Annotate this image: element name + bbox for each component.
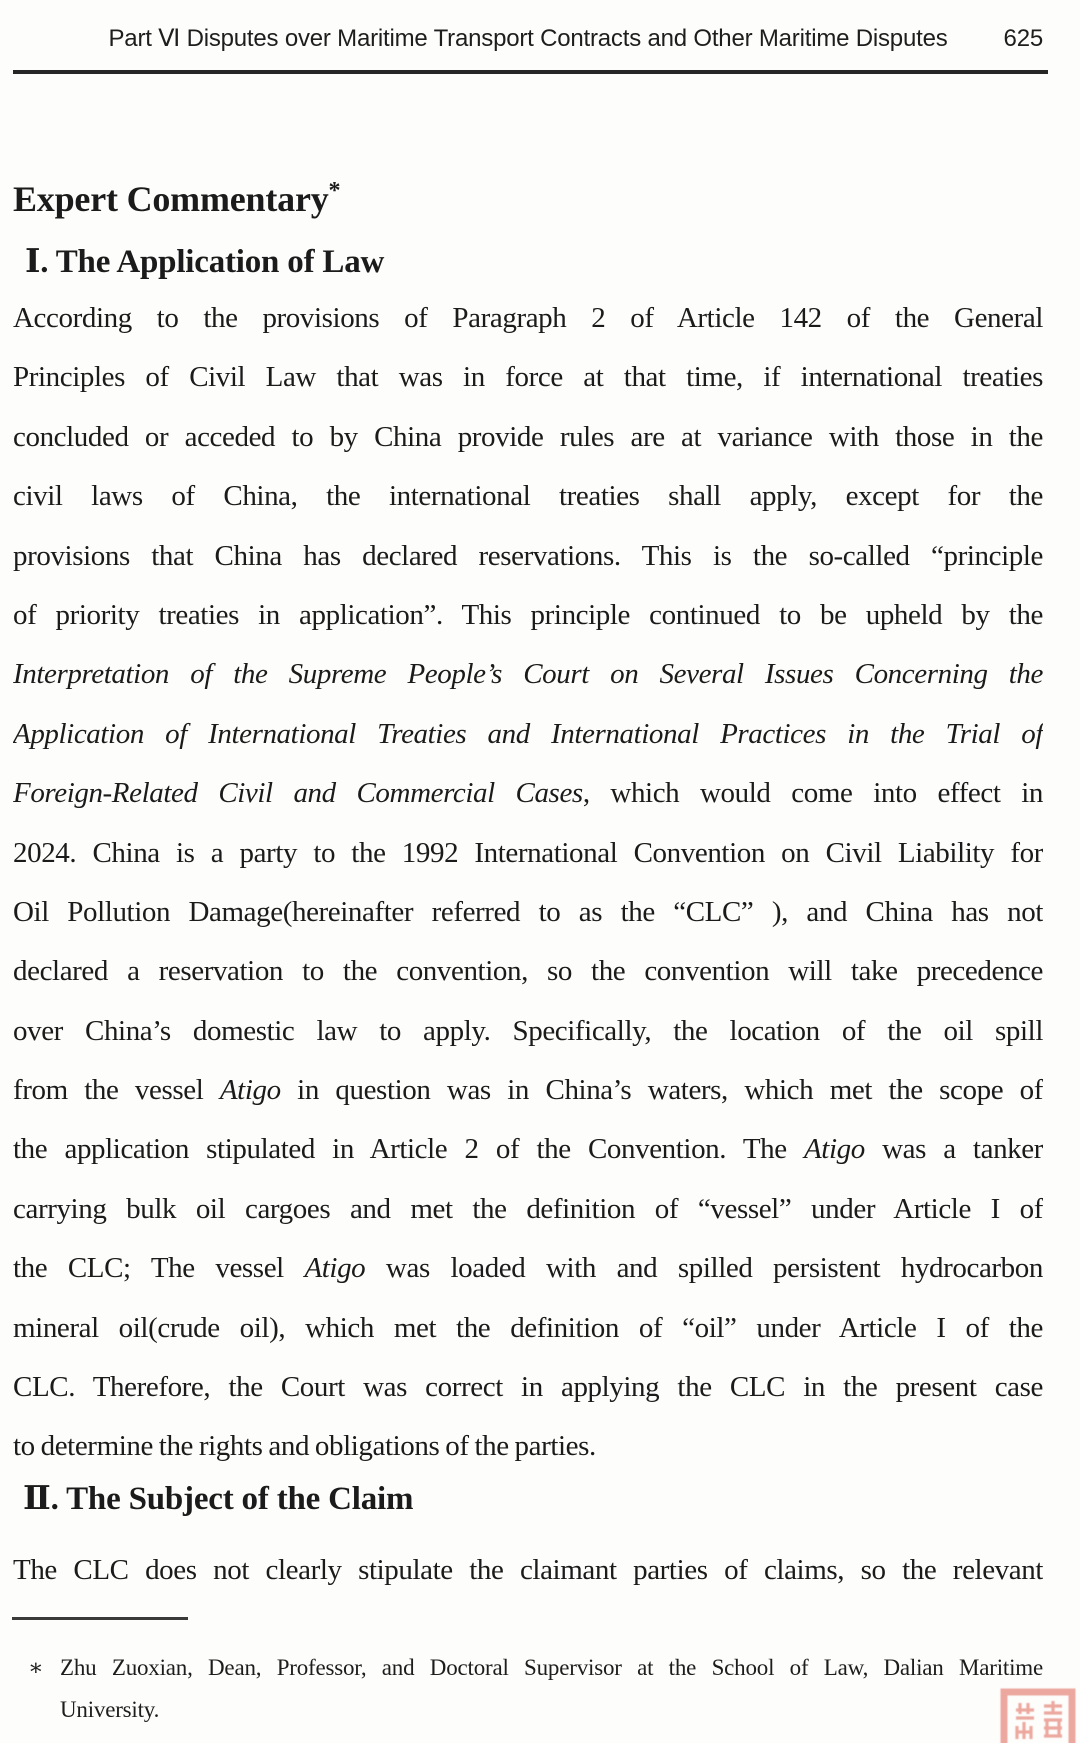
footnote-marker: ∗ <box>28 1655 44 1680</box>
italic-text-run: Interpretation of the Supreme People’s Court on Several Issues Concerning the <box>13 658 1043 691</box>
text-line <box>13 348 1043 407</box>
text-run: the application stipulated in Article 2 of the Convention. The <box>13 1133 804 1166</box>
text-line <box>13 408 1043 467</box>
text-line <box>13 824 1043 883</box>
text-run: , which would come into effect in <box>582 777 1043 810</box>
paragraph-1 <box>13 289 1043 1477</box>
text-line <box>13 764 1043 823</box>
footnote <box>13 1647 1043 1731</box>
italic-text-run: Atigo <box>304 1252 366 1285</box>
red-seal-watermark-icon <box>1000 1688 1076 1743</box>
text-line <box>60 1647 1043 1689</box>
text-line <box>13 586 1043 645</box>
section-heading-2: Ⅱ. The Subject of the Claim <box>23 1481 414 1517</box>
text-line <box>13 705 1043 764</box>
text-run: declared a reservation to the convention, so the convention will take precedence <box>13 955 1043 988</box>
article-title-text: Expert Commentary <box>13 179 329 219</box>
italic-text-run: Atigo <box>803 1133 865 1166</box>
text-run: was a tanker <box>864 1133 1043 1166</box>
page-number: 625 <box>1003 25 1043 52</box>
text-run: to determine the rights and obligations of the parties. <box>13 1430 596 1463</box>
text-run: of priority treaties in application”. This principle continued to be upheld by the <box>13 598 1043 631</box>
italic-text-run: Atigo <box>219 1074 281 1107</box>
footnote-text <box>60 1647 1043 1731</box>
text-line <box>13 1180 1043 1239</box>
text-line <box>13 527 1043 586</box>
text-run: CLC. Therefore, the Court was correct in applying the CLC in the present case <box>13 1371 1043 1404</box>
text-run: Principles of Civil Law that was in force at that time, if international treaties <box>13 361 1043 394</box>
text-line <box>13 1541 1043 1600</box>
running-header-title: Part Ⅵ Disputes over Maritime Transport Contracts and Other Maritime Disputes <box>108 25 948 52</box>
text-run: mineral oil(crude oil), which met the definition of “oil” under Article I of the <box>13 1311 1043 1344</box>
text-run: carrying bulk oil cargoes and met the definition of “vessel” under Article I of <box>13 1192 1043 1225</box>
text-line <box>13 1002 1043 1061</box>
text-run: According to the provisions of Paragraph 2 of Article 142 of the General <box>13 302 1043 334</box>
text-line <box>13 1417 1043 1476</box>
text-line <box>60 1689 1043 1731</box>
paragraph-2 <box>13 1541 1043 1600</box>
section-heading-1: Ⅰ. The Application of Law <box>25 244 385 280</box>
text-run: was loaded with and spilled persistent hydrocarbon <box>365 1252 1043 1285</box>
text-run: concluded or acceded to by China provide rules are at variance with those in the <box>13 420 1043 453</box>
text-run: from the vessel <box>13 1074 220 1107</box>
running-header <box>13 24 1043 54</box>
text-run: The CLC does not clearly stipulate the claimant parties of claims, so the relevant <box>13 1554 1043 1586</box>
text-line <box>13 1120 1043 1179</box>
text-run: Zhu Zuoxian, Dean, Professor, and Doctoral Supervisor at the School of Law, Dalian Maritime <box>60 1655 1043 1680</box>
article-title <box>13 174 1043 224</box>
text-line <box>13 883 1043 942</box>
text-run: 2024. China is a party to the 1992 International Convention on Civil Liability for <box>13 836 1043 869</box>
header-rule <box>13 70 1048 74</box>
text-line <box>13 1239 1043 1298</box>
text-run: the CLC; The vessel <box>13 1252 305 1285</box>
text-line <box>13 1358 1043 1417</box>
italic-text-run: Foreign-Related Civil and Commercial Cases <box>13 777 583 810</box>
text-run: over China’s domestic law to apply. Specifically, the location of the oil spill <box>13 1014 1043 1047</box>
text-line <box>13 942 1043 1001</box>
text-run: University. <box>60 1697 160 1722</box>
text-line <box>13 1061 1043 1120</box>
text-run: provisions that China has declared reservations. This is the so-called “principle <box>13 539 1043 572</box>
footnote-rule <box>12 1617 188 1620</box>
text-line <box>13 289 1043 348</box>
text-line <box>13 467 1043 526</box>
text-line <box>13 645 1043 704</box>
text-run: Oil Pollution Damage(hereinafter referred to as the “CLC” ), and China has not <box>13 895 1043 928</box>
text-run: civil laws of China, the international treaties shall apply, except for the <box>13 480 1043 513</box>
text-run: in question was in China’s waters, which met the scope of <box>280 1074 1043 1107</box>
text-line <box>13 1299 1043 1358</box>
title-footnote-marker: * <box>328 178 341 204</box>
italic-text-run: Application of International Treaties and International Practices in the Trial of <box>13 717 1043 750</box>
